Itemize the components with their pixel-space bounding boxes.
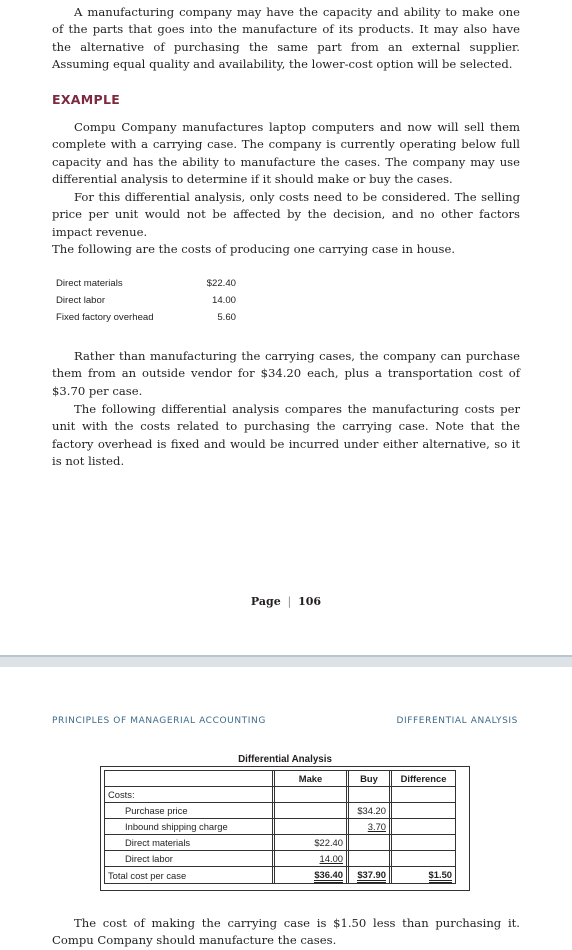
cost-value: 5.60 bbox=[217, 312, 236, 323]
vendor-paragraph: Rather than manufacturing the carrying cases, the company can purchase them from an outside vendor for $34.20 each, plus a transportation cost of $3.70 per case. bbox=[52, 349, 520, 398]
table-row bbox=[105, 819, 456, 835]
table-header-row bbox=[105, 771, 456, 787]
make-cell: $22.40 bbox=[275, 835, 347, 851]
cost-label: Direct labor bbox=[56, 295, 106, 306]
analysis-title: Differential Analysis bbox=[238, 754, 332, 765]
table-total-row bbox=[105, 867, 456, 884]
header-difference: Difference bbox=[392, 771, 456, 787]
make-cell bbox=[275, 819, 347, 835]
total-diff-value: $1.50 bbox=[429, 869, 452, 883]
header-make: Make bbox=[275, 771, 347, 787]
diff-cell bbox=[392, 835, 456, 851]
cost-label: Fixed factory overhead bbox=[56, 312, 154, 323]
buy-cell bbox=[349, 835, 390, 851]
table-row bbox=[105, 835, 456, 851]
running-head-right: DIFFERENTIAL ANALYSIS bbox=[396, 716, 518, 726]
example-heading: EXAMPLE bbox=[52, 92, 121, 107]
cost-row bbox=[56, 312, 236, 329]
example-paragraph-2: For this differential analysis, only costs need to be considered. The selling price per unit would not be affected by the decision, and no other factors impact revenue. bbox=[52, 190, 520, 239]
cost-row bbox=[56, 278, 236, 295]
page-separator: | bbox=[287, 595, 292, 608]
cost-value: 14.00 bbox=[211, 295, 236, 306]
in-house-cost-table bbox=[56, 278, 236, 329]
row-label: Direct labor bbox=[105, 851, 273, 867]
row-label: Inbound shipping charge bbox=[105, 819, 273, 835]
row-label: Purchase price bbox=[105, 803, 273, 819]
make-cell bbox=[275, 803, 347, 819]
buy-cell bbox=[349, 851, 390, 867]
row-label: Costs: bbox=[105, 787, 273, 803]
page-number-footer bbox=[0, 595, 572, 608]
differential-analysis-table bbox=[104, 770, 456, 884]
costs-intro: The following are the costs of producing one carrying case in house. bbox=[52, 242, 456, 256]
page-break-band bbox=[0, 655, 572, 667]
cost-label: Direct materials bbox=[56, 278, 123, 289]
total-label: Total cost per case bbox=[105, 867, 273, 884]
buy-cell: 3.70 bbox=[349, 819, 390, 835]
page-number: 106 bbox=[298, 595, 322, 608]
example-paragraph-1: Compu Company manufactures laptop computers and now will sell them complete with a carrying case. The company is currently operating below full capacity and has the ability to manufacture the cases. The company may use differential analysis to determine if it should make or buy the cases. bbox=[52, 120, 520, 187]
total-diff-cell bbox=[392, 867, 456, 884]
running-head-left: PRINCIPLES OF MANAGERIAL ACCOUNTING bbox=[52, 716, 266, 726]
diff-cell bbox=[392, 851, 456, 867]
row-label: Direct materials bbox=[105, 835, 273, 851]
total-make-cell bbox=[275, 867, 347, 884]
total-make-value: $36.40 bbox=[314, 869, 343, 883]
table-row bbox=[105, 803, 456, 819]
diff-cell bbox=[392, 787, 456, 803]
header-buy: Buy bbox=[349, 771, 390, 787]
diff-cell bbox=[392, 819, 456, 835]
cost-row bbox=[56, 295, 236, 312]
conclusion-paragraph: The cost of making the carrying case is $1.50 less than purchasing it. Compu Company should manufacture the cases. bbox=[52, 916, 520, 948]
page-break-line bbox=[0, 655, 572, 657]
comparison-paragraph: The following differential analysis compares the manufacturing costs per unit with the costs related to purchasing the carrying case. Note that the factory overhead is fixed and would be incurred under either alternative, so it is not listed. bbox=[52, 402, 520, 469]
diff-cell bbox=[392, 803, 456, 819]
total-buy-value: $37.90 bbox=[357, 869, 386, 883]
buy-cell bbox=[349, 787, 390, 803]
make-cell bbox=[275, 787, 347, 803]
header-blank bbox=[105, 771, 273, 787]
cost-value: $22.40 bbox=[206, 278, 236, 289]
page-label: Page bbox=[250, 595, 281, 608]
total-buy-cell bbox=[349, 867, 390, 884]
intro-paragraph: A manufacturing company may have the capacity and ability to make one of the parts that goes into the manufacture of its products. It may also have the alternative of purchasing the same part from an external supplier. Assuming equal quality and availability, the lower-cost option will be selected. bbox=[52, 5, 520, 72]
buy-cell: $34.20 bbox=[349, 803, 390, 819]
make-cell: 14.00 bbox=[275, 851, 347, 867]
table-row bbox=[105, 787, 456, 803]
table-row bbox=[105, 851, 456, 867]
